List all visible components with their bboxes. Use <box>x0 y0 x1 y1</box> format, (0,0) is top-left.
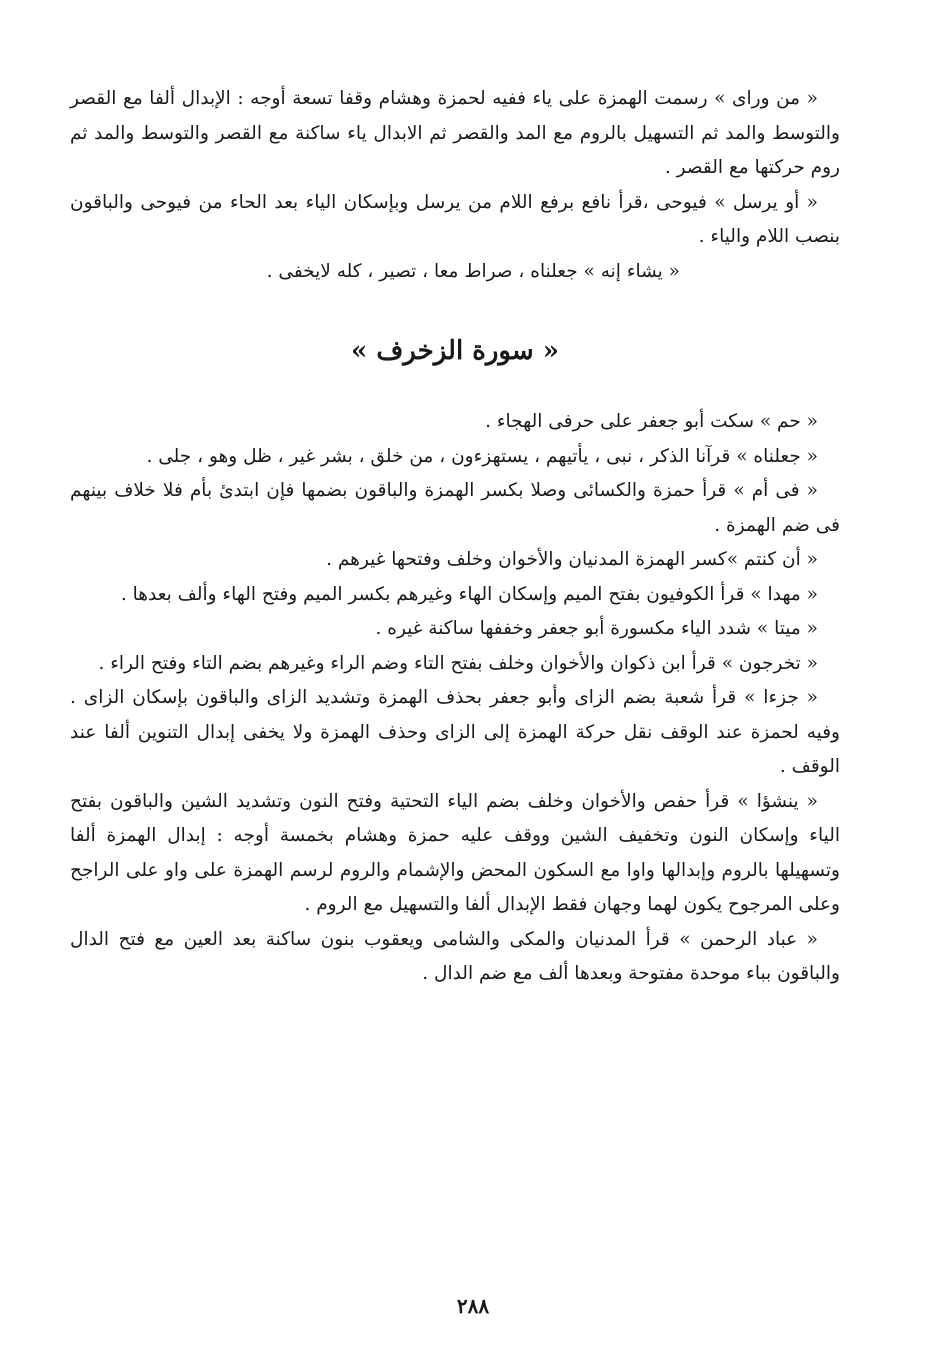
paragraph-tukhrajun: « تخرجون » قرأ ابن ذكوان والأخوان وخلف بفتح التاء وضم الراء وغيرهم بضم التاء وفتح الراء . <box>98 652 818 674</box>
paragraph-fi-umm: « فى أم » قرأ حمزة والكسائى وصلا بكسر الهمزة والباقون بضمها فإن ابتدئ بأم فلا خلاف بينهم فى ضم الهمزة . <box>70 480 840 536</box>
paragraph-jaalnahu: « جعلناه » قرآنا الذكر ، نبى ، يأتيهم ، يستهزءون ، من خلق ، بشر غير ، ظل وهو ، جلى . <box>146 445 818 467</box>
paragraph-ha-mim: « حم » سكت أبو جعفر على حرفى الهجاء . <box>485 411 818 432</box>
paragraph-mahdan: « مهدا » قرأ الكوفيون بفتح الميم وإسكان الهاء وغيرهم بكسر الميم وفتح الهاء وألف بعدها . <box>120 583 818 605</box>
paragraph-juzan: « جزءا » قرأ شعبة بضم الزاى وأبو جعفر بحذف الهمزة وتشديد الزاى والباقون بإسكان الزاى . وفيه لحمزة عند الوقف نقل حركة الهمزة إلى الزاى وحذف الهمزة ولا يخفى إبدال التنوين ألفا عند الوقف . <box>70 687 840 777</box>
line-yashau-innahu: « يشاء إنه » جعلناه ، صراط معا ، تصير ، كله لايخفى . <box>266 260 680 282</box>
page-body <box>70 82 840 1342</box>
paragraph-an-kuntum: « أن كنتم »كسر الهمزة المدنيان والأخوان وخلف وفتحها غيرهم . <box>326 549 818 570</box>
surah-title: « سورة الزخرف » <box>351 336 559 366</box>
page-number: ٢٨٨ <box>456 1294 490 1318</box>
paragraph-ibad-al-rahman: « عباد الرحمن » قرأ المدنيان والمكى والشامى ويعقوب بنون ساكنة بعد العين مع فتح الدال والباقون بباء موحدة مفتوحة وبعدها ألف مع ضم الدال . <box>70 928 840 984</box>
paragraph-maytan: « ميتا » شدد الياء مكسورة أبو جعفر وخففها ساكنة غيره . <box>375 618 818 639</box>
paragraph-aw-yursil: « أو يرسل » فيوحى ،قرأ نافع برفع اللام من يرسل وبإسكان الياء بعد الحاء من فيوحى والباقون بنصب اللام والياء . <box>70 191 840 247</box>
paragraph-min-warai: « من وراى » رسمت الهمزة على ياء ففيه لحمزة وهشام وقفا تسعة أوجه : الإبدال ألفا مع القصر والتوسط والمد ثم التسهيل بالروم مع المد والقصر ثم الابدال ياء ساكنة مع القصر والتوسط والمد ثم روم حركتها مع القصر . <box>70 88 840 178</box>
paragraph-yunashshau: « ينشؤا » قرأ حفص والأخوان وخلف بضم الياء التحتية وفتح النون وتشديد الشين والباقون بفتح الياء وإسكان النون وتخفيف الشين ووقف عليه حمزة وهشام بخمسة أوجه : إبدال الهمزة ألفا وتسهيلها بالروم وإبدالها واوا مع السكون المحض والإشمام والروم لرسم الهمزة على واو على الراجح وعلى المرجوح يكون لهما وجهان فقط الإبدال ألفا والتسهيل مع الروم . <box>70 790 840 915</box>
